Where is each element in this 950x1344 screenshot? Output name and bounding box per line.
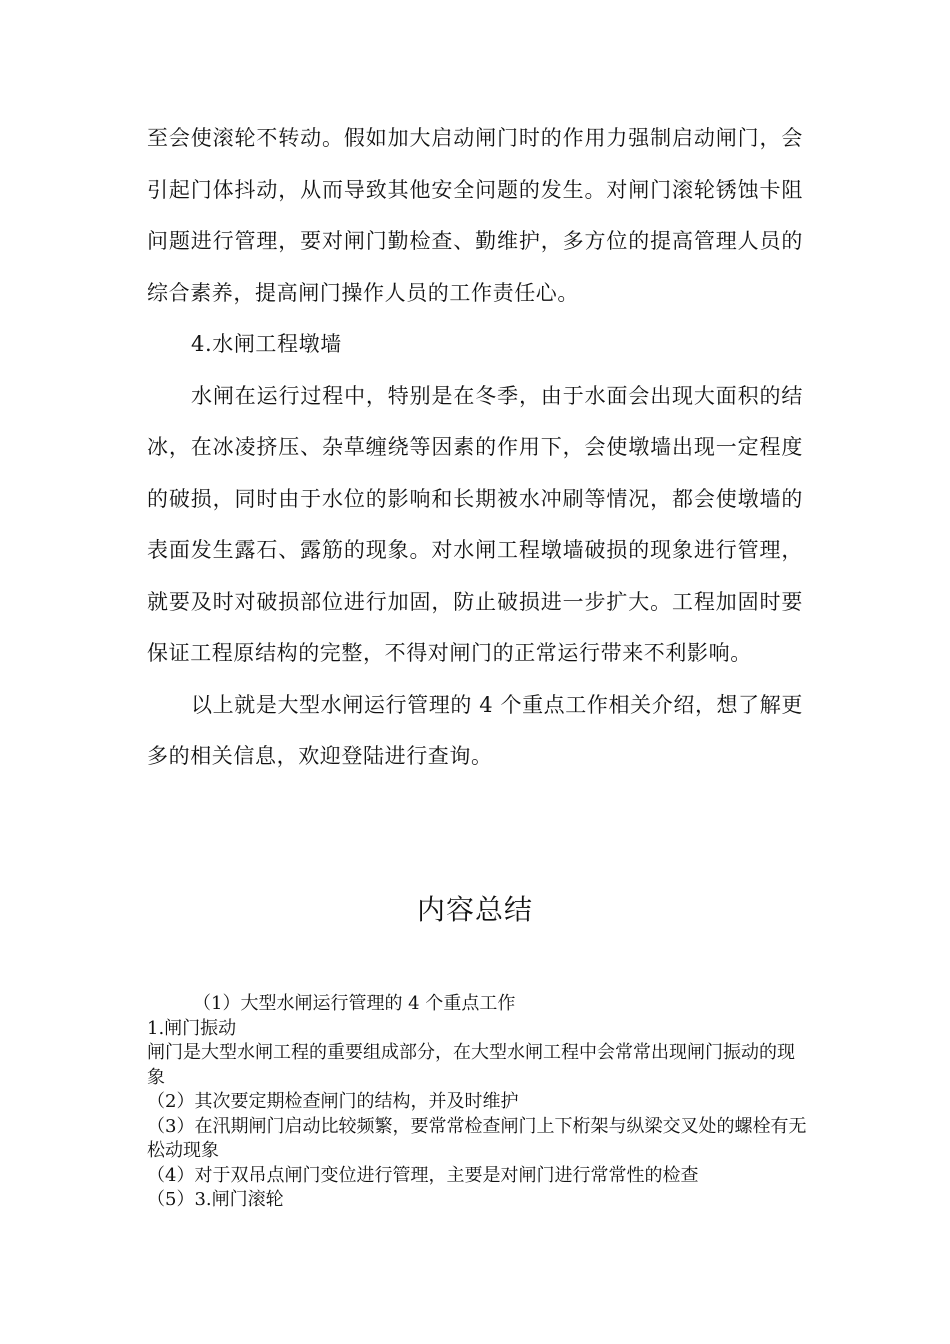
summary-item: （2）其次要定期检查闸门的结构，并及时维护 [147,1091,519,1112]
body-text [147,113,803,783]
paragraph-conclusion: 以上就是大型水闸运行管理的 4 个重点工作相关介绍，想了解更多的相关信息，欢迎登陆进行查询。 [147,692,803,768]
summary-title: 内容总结 [416,893,533,926]
summary-item: 1.闸门振动 [147,1017,237,1039]
summary-item: （1）大型水闸运行管理的 4 个重点工作 [193,993,516,1014]
summary-item: 闸门是大型水闸工程的重要组成部分，在大型水闸工程中会常常出现闸门振动的现象 [147,1042,795,1088]
paragraph-pier-wall: 水闸在运行过程中，特别是在冬季，由于水面会出现大面积的结冰，在冰凌挤压、杂草缠绕等因素的作用下，会使墩墙出现一定程度的破损，同时由于水位的影响和长期被水冲刷等情况，都会使墩墙的表面发生露石、露筋的现象。对水闸工程墩墙破损的现象进行管理，就要及时对破损部位进行加固，防止破损进一步扩大。工程加固时要保证工程原结构的完整，不得对闸门的正常运行带来不利影响。 [147,383,803,665]
summary-list [147,992,807,1213]
paragraph-continuation: 至会使滚轮不转动。假如加大启动闸门时的作用力强制启动闸门，会引起门体抖动，从而导致其他安全问题的发生。对闸门滚轮锈蚀卡阻问题进行管理，要对闸门勤检查、勤维护，多方位的提高管理人员的综合素养，提高闸门操作人员的工作责任心。 [147,126,803,305]
summary-item: （3）在汛期闸门启动比较频繁，要常常检查闸门上下桁架与纵梁交叉处的螺栓有无松动现象 [147,1115,807,1161]
summary-item: （5）3.闸门滚轮 [147,1189,284,1210]
summary-item: （4）对于双吊点闸门变位进行管理，主要是对闸门进行常常性的检查 [147,1164,699,1186]
section-heading-4: 4.水闸工程墩墙 [191,332,342,356]
